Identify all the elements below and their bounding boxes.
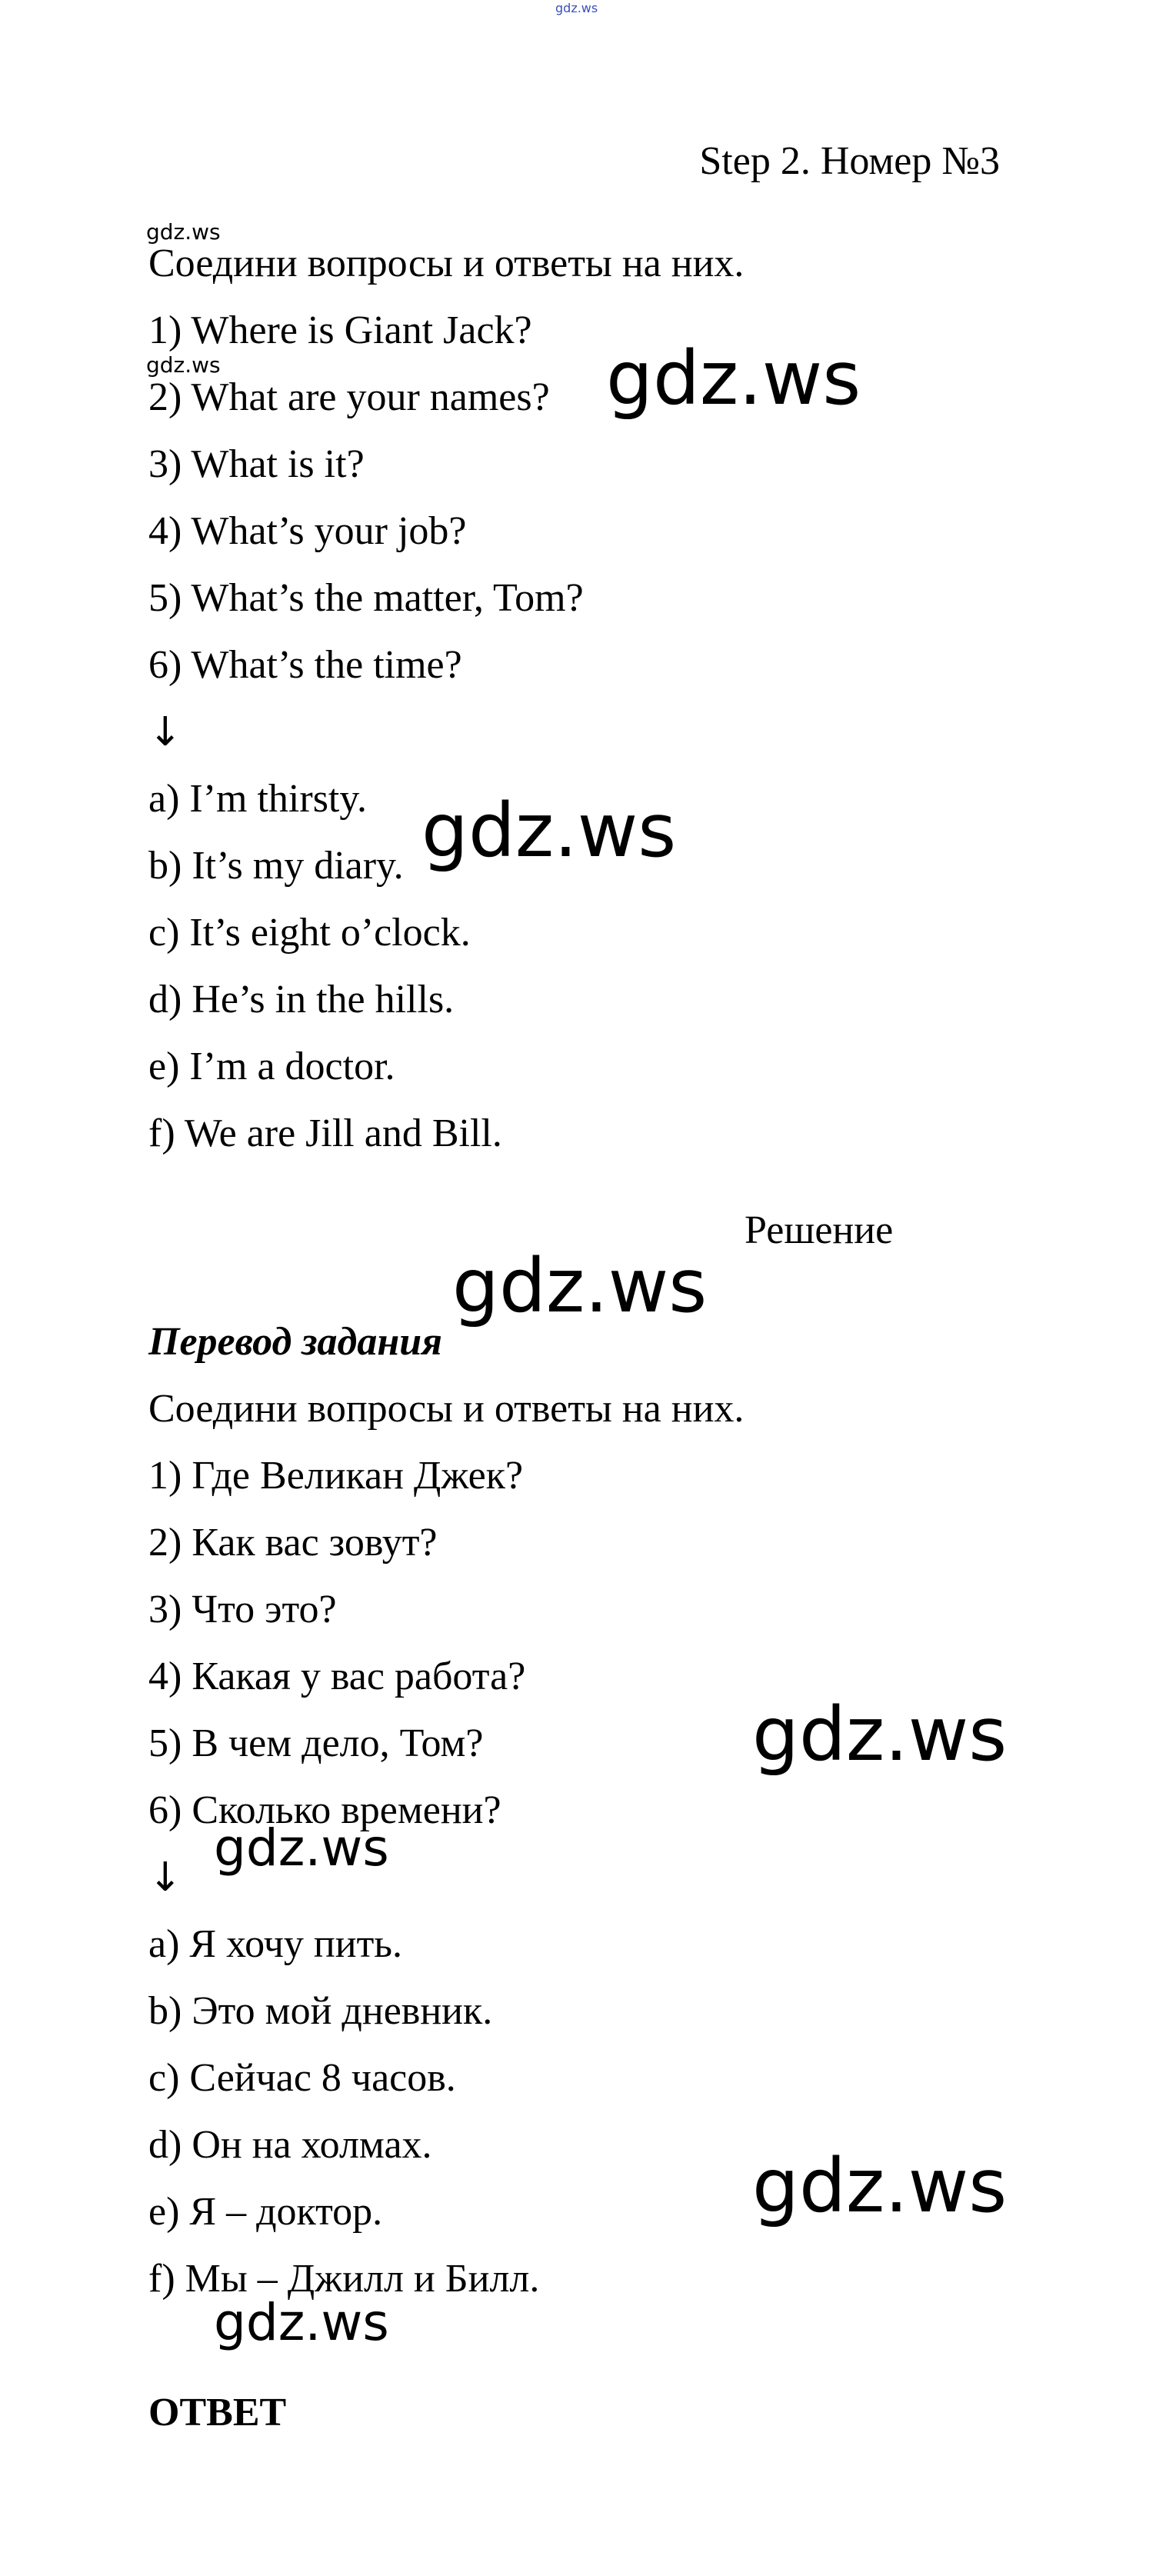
answer-item: f) We are Jill and Bill. [148,1111,502,1155]
translated-instruction: Соедини вопросы и ответы на них. [148,1387,745,1431]
answer-item: d) He’s in the hills. [148,978,455,1021]
translated-answer-item: a) Я хочу пить. [148,1922,403,1966]
question-item: 2) What are your names? [148,375,550,419]
watermark-large: gdz.ws [421,788,677,874]
down-arrow-icon: ↓ [148,709,182,755]
answer-item: a) I’m thirsty. [148,777,367,821]
answer-item: e) I’m a doctor. [148,1045,395,1088]
watermark-large: gdz.ws [452,1243,708,1329]
answer-item: c) It’s eight o’clock. [148,911,471,955]
translated-question-item: 4) Какая у вас работа? [148,1655,526,1698]
watermark-small: gdz.ws [146,352,221,378]
question-item: 3) What is it? [148,442,365,486]
translated-answer-item: c) Сейчас 8 часов. [148,2056,456,2100]
translated-question-item: 2) Как вас зовут? [148,1521,438,1565]
answer-heading: ОТВЕТ [148,2391,287,2434]
translated-question-item: 6) Сколько времени? [148,1788,501,1832]
watermark-large: gdz.ws [752,2143,1008,2229]
answer-item: b) It’s my diary. [148,844,404,888]
watermark-large: gdz.ws [606,335,861,422]
translated-question-item: 5) В чем дело, Том? [148,1721,484,1765]
solution-label: Решение [745,1208,894,1252]
translated-answer-item: b) Это мой дневник. [148,1989,493,2033]
task-instruction: Соедини вопросы и ответы на них. [148,242,745,285]
top-watermark: gdz.ws [555,1,598,15]
question-item: 6) What’s the time? [148,643,462,687]
question-item: 1) Where is Giant Jack? [148,308,532,352]
watermark-small: gdz.ws [146,219,221,245]
translated-question-item: 3) Что это? [148,1588,337,1631]
watermark-medium: gdz.ws [214,2293,389,2352]
watermark-large: gdz.ws [752,1691,1008,1778]
translated-answer-item: f) Мы – Джилл и Билл. [148,2257,540,2301]
page-title: Step 2. Номер №3 [699,139,1000,183]
question-item: 5) What’s the matter, Tom? [148,576,584,620]
down-arrow-icon: ↓ [148,1855,182,1901]
translated-question-item: 1) Где Великан Джек? [148,1454,524,1498]
translation-heading: Перевод задания [148,1320,442,1364]
translated-answer-item: d) Он на холмах. [148,2123,432,2167]
question-item: 4) What’s your job? [148,509,467,553]
watermark-medium: gdz.ws [214,1818,389,1878]
translated-answer-item: e) Я – доктор. [148,2190,383,2234]
